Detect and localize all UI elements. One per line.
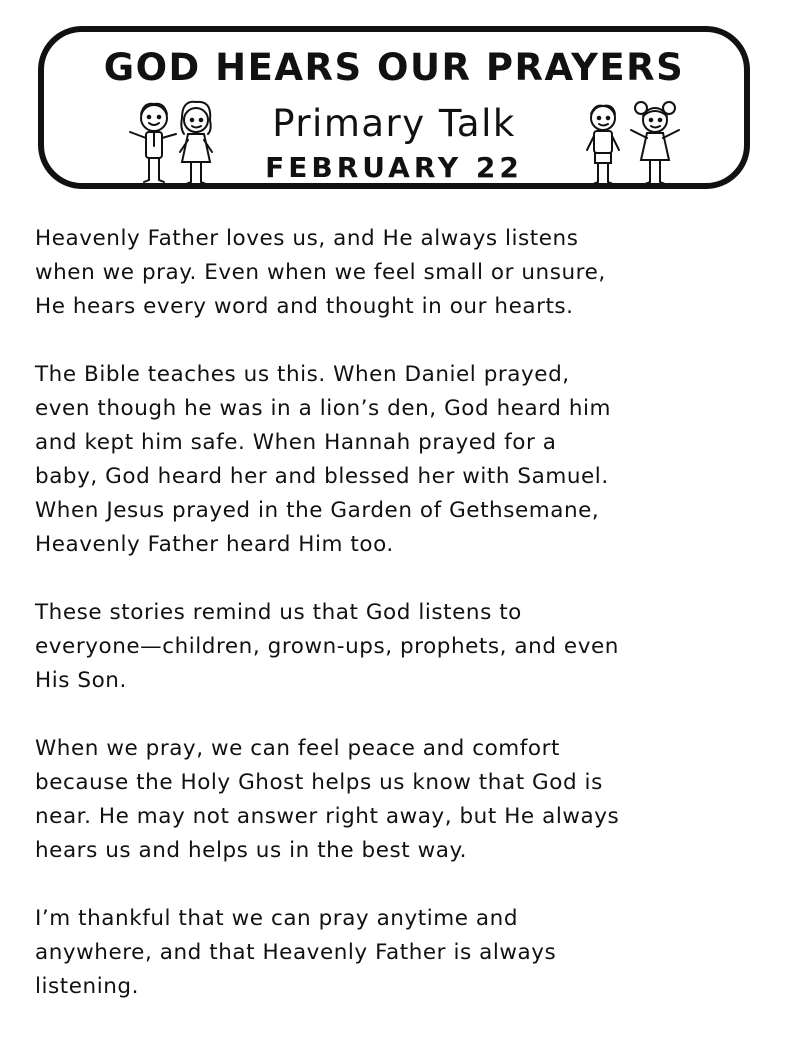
text-line: near. He may not answer right away, but He always [35,804,620,829]
text-line: When we pray, we can feel peace and comfort [35,736,560,761]
paragraph [35,596,765,698]
paragraph [35,222,765,324]
header-banner [38,26,750,189]
talk-body [35,222,765,1038]
text-line: hears us and helps us in the best way. [35,838,468,863]
text-line: baby, God heard her and blessed her with Samuel. [35,464,609,489]
text-line: He hears every word and thought in our hearts. [35,294,574,319]
text-line: anywhere, and that Heavenly Father is always [35,940,557,965]
text-line: and kept him safe. When Hannah prayed for a [35,430,557,455]
paragraph [35,902,765,1004]
text-line: even though he was in a lion’s den, God heard him [35,396,612,421]
text-line: His Son. [35,668,127,693]
text-line: when we pray. Even when we feel small or unsure, [35,260,606,285]
text-line: Heavenly Father heard Him too. [35,532,394,557]
text-line: Heavenly Father loves us, and He always listens [35,226,579,251]
text-line: because the Holy Ghost helps us know that God is [35,770,603,795]
text-line: These stories remind us that God listens to [35,600,522,625]
paragraph [35,358,765,562]
text-line: I’m thankful that we can pray anytime and [35,906,519,931]
text-line: When Jesus prayed in the Garden of Gethsemane, [35,498,600,523]
page-subtitle: Primary Talk [272,102,516,145]
text-line: listening. [35,974,140,999]
talk-date: FEBRUARY 22 [265,151,523,184]
paragraph [35,732,765,868]
page-title: GOD HEARS OUR PRAYERS [103,46,685,89]
text-line: everyone—children, grown-ups, prophets, and even [35,634,619,659]
text-line: The Bible teaches us this. When Daniel prayed, [35,362,570,387]
